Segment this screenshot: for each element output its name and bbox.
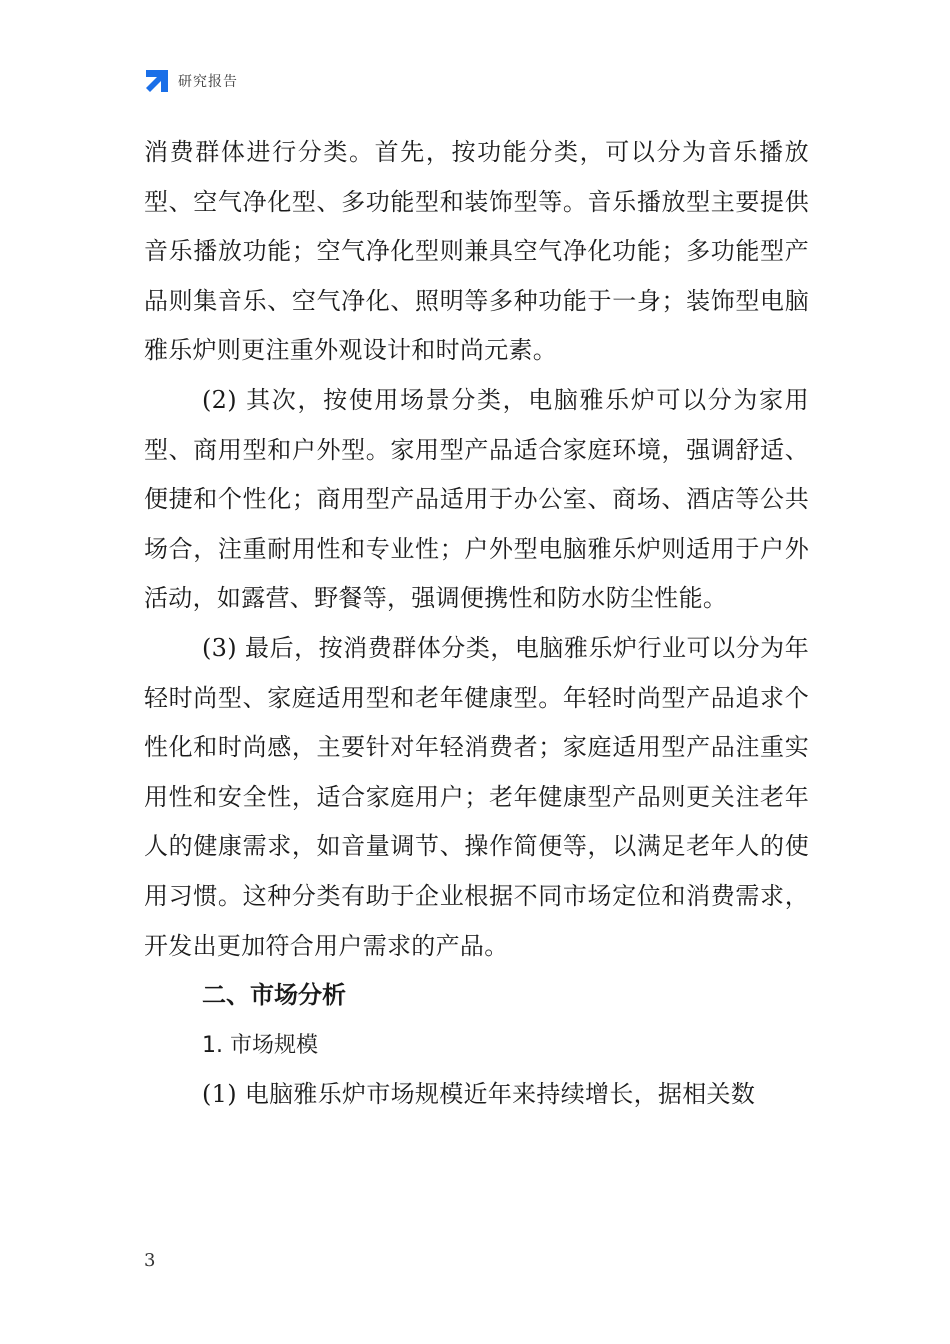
subsection-heading: 1. 市场规模	[202, 1032, 318, 1058]
header-title: 研究报告	[178, 74, 238, 90]
section-heading: 二、市场分析	[202, 981, 346, 1010]
page-header	[144, 68, 238, 94]
page-number: 3	[144, 1250, 156, 1271]
document-body	[144, 128, 809, 1120]
paragraph-2: (2) 其次，按使用场景分类，电脑雅乐炉可以分为家用型、商用型和户外型。家用型产品适合家庭环境，强调舒适、便捷和个性化；商用型产品适用于办公室、商场、酒店等公共场合，注重耐用性和专业性；户外型电脑雅乐炉则适用于户外活动，如露营、野餐等，强调便携性和防水防尘性能。	[144, 385, 809, 613]
logo-icon	[144, 68, 170, 94]
paragraph-4: (1) 电脑雅乐炉市场规模近年来持续增长，据相关数	[202, 1080, 756, 1109]
paragraph-1: 消费群体进行分类。首先，按功能分类，可以分为音乐播放型、空气净化型、多功能型和装饰型等。音乐播放型主要提供音乐播放功能；空气净化型则兼具空气净化功能；多功能型产品则集音乐、空气净化、照明等多种功能于一身；装饰型电脑雅乐炉则更注重外观设计和时尚元素。	[144, 138, 809, 365]
paragraph-3: (3) 最后，按消费群体分类，电脑雅乐炉行业可以分为年轻时尚型、家庭适用型和老年健康型。年轻时尚型产品追求个性化和时尚感，主要针对年轻消费者；家庭适用型产品注重实用性和安全性，适合家庭用户；老年健康型产品则更关注老年人的健康需求，如音量调节、操作简便等，以满足老年人的使用习惯。这种分类有助于企业根据不同市场定位和消费需求，开发出更加符合用户需求的产品。	[144, 633, 809, 960]
